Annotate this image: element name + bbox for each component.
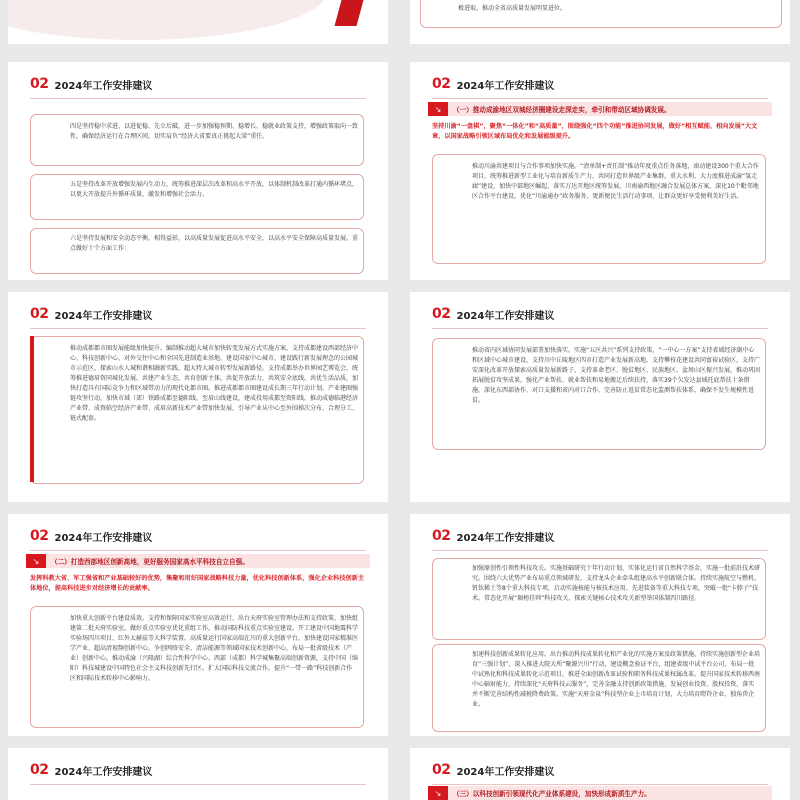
- header-divider: [30, 98, 366, 99]
- chevron-icon: ↘: [26, 554, 46, 568]
- highlight-text: 坚持川渝“一盘棋”，聚焦“一体化”和“高质量”，围绕强化“四个功能”推进协同发展，做好“相互赋能、相向发展”大文章，以国家战略引领区域布局优化和发展能级提升。: [432, 123, 758, 140]
- section-ribbon: [428, 786, 772, 800]
- paragraph: 推动成都都市圈发展能级加快提升。编制推动超大城市加快转变发展方式实施方案，支持成都建设西部经济中心、科技创新中心、对外交往中心和全国先进制造业基地，建设国家中心城市，建设践行新发展理念的公园城市示范区，探索山水人城和谐相融新实践，超大特大城市转型发展新路径。支持成都举办世界园艺博览会，统筹推进德眉资同城化发展，共建产业生态，共育创新主体，共促开放活力，共筑安全底线，共优生活品质，加快打造具有国际竞争力和区域带动力的现代化都市圈。推进成都都市圈建设成长期三年行动计划，产业建圈强链攻坚行动，加快市域（郊）铁路成都至德阳线、至眉山线建设，建成投用成都至资阳线，推动成德临港经济产业带、成资临空经济产业带、成眉高新技术产业带加快发展，引导产业从中心至外围梯次分布、合理分工、链式配套。: [70, 345, 359, 422]
- slide-2: [410, 62, 790, 280]
- slide-7: [8, 748, 388, 800]
- paragraph: 加速科技创新成果转化应用。出台推动科技成果转化和产业化的实施方案及政策措施。持续实施创新型企业培育“三强计划”，深入推进大院大所“聚源兴川”行动，建设概念验证平台，组建省级中试平台公司，布局一批中试熟化和科技成果转化示范项目，推进全面创新改革试验和职务科技成果权属改革。提升国家技术转移西南中心辐射能力，持续深化“天府科技云服务”，完善金融支持创新政策措施，发展创业投资、股权投资，落实并不断完善结构性减税降费政策。实施“天府金泉”科技型企业上市培育计划，大力培育瞪羚企业、独角兽企业。: [472, 651, 761, 708]
- decorative-blob: [8, 0, 328, 40]
- section-ribbon: [26, 554, 370, 568]
- section-ribbon: [428, 102, 772, 116]
- chevron-icon: ↘: [428, 786, 448, 800]
- slide-header: [30, 304, 152, 324]
- section-title: 2024年工作安排建议: [54, 532, 153, 544]
- slide-header: [30, 760, 152, 780]
- section-number: 02: [432, 306, 451, 322]
- header-divider: [432, 328, 768, 329]
- paragraph: 六是坚持发展和安全动态平衡，相得益彰，以高质量发展促进高水平安全，以高水平安全保障高质量发展。重点做好十个方面工作：: [70, 235, 359, 252]
- section-number: 02: [30, 76, 49, 92]
- header-divider: [432, 550, 768, 551]
- slide-5: [8, 514, 388, 736]
- paragraph: 加快重大创新平台建设质效。支持和保障国家实验室高效运行，出台天府实验室管理办法和支持政策，加快组建第二批天府实验室，做好重点实验室优化重组工作，推动国防科技重点实验室建设。开工建设中国地震科学实验场四川项目、红外太赫兹等大科学装置。高质量运行国家高端在川的重大创新平台，加快建设国家精准医学产业、超高清视频创新中心，争创网络安全、清洁能源等领域国家技术创新中心，布局一批省级技术（产业）创新中心。推动成渝（兴隆湖）综合性科学中心、西部（成都）科学城集聚高端创新资源，支持中国（绵阳）科技城建设中国特色社会主义科技创新先行区。扩大国际科技交流合作，提升“一带一路”科技创新合作区和国际技术转移中心影响力。: [70, 615, 359, 682]
- section-title: 2024年工作安排建议: [54, 310, 153, 322]
- section-title: 2024年工作安排建议: [456, 310, 555, 322]
- section-number: 02: [30, 762, 49, 778]
- section-title: 2024年工作安排建议: [54, 80, 153, 92]
- slide-8: [410, 748, 790, 800]
- paragraph: 极进取，推动全省高质量发展明显进位。: [458, 5, 567, 12]
- header-divider: [30, 328, 366, 329]
- ribbon-text: （二）打造西部地区创新高地，更好服务国家高水平科技自立自强。: [51, 558, 249, 566]
- slide-4: [410, 292, 790, 502]
- paragraph: 推动省内区域协同发展部署加快落实。实施“五区共兴”系列支持政策，“一中心一方案”支持省域经济副中心和区域中心城市建设，支持川中丘陵地区四市打造产业发展新高地，支持攀枝花建设共同富裕试验区，支持广安深化改革开放探索高质量发展新路子，支持革命老区、脱贫地区、民族地区、盆周山区振兴发展，推动巩固拓展脱贫攻坚成果，强化产业帮扶、就业帮扶和易地搬迁后续扶持，落实39个欠发达县域托底帮扶十条措施，深化东西部协作、对口支援和省内对口合作，完善防止返贫常态化监测帮扶体系，确保不发生规模性返贫。: [472, 347, 761, 404]
- slide-header: [30, 526, 152, 546]
- header-divider: [432, 784, 768, 785]
- paragraph: 加强原创性引领性科技攻关。实施基础研究十年行动计划，实体化运行省自然科学基金，实施一批前沿技术研究。围绕六大优势产业布局重点领域研发，支持龙头企业牵头组建高水平创新联合体。持续实施航空与燃机、钒钛稀土等8个重大科技专项，启动实施核能与核技术应用、先进装备等重大科技专项，突破一批“卡脖子”技术。常态化开展“揭榜挂帅”科技攻关，探索关键核心技术攻关新型举国体制四川路径。: [472, 565, 761, 602]
- slide-1: [8, 62, 388, 280]
- red-flag-decoration: [335, 0, 364, 26]
- slide-header: [30, 74, 152, 94]
- slide-top-right: [410, 0, 790, 44]
- ribbon-text: （一）推动成渝地区双城经济圈建设走深走实，牵引和带动区域协调发展。: [453, 106, 671, 114]
- slide-6: [410, 514, 790, 736]
- paragraph: 五是坚持改革开放增强发展内生动力，统筹推进深层次改革和高水平开放，以体制机制改革打通内循环堵点，以更大开放提升外循环质量，激发和增强社会活力。: [70, 181, 359, 198]
- accent-bar: [30, 336, 34, 482]
- slide-header: [432, 74, 554, 94]
- slide-header: [432, 526, 554, 546]
- highlight-text: 发挥科教大省、军工强省和产业基础较好的优势，集聚和用好国家战略科技力量，优化科技创新体系，强化企业科技创新主体地位，提高科技进步对经济增长的贡献率。: [30, 575, 365, 592]
- header-divider: [30, 550, 366, 551]
- section-title: 2024年工作安排建议: [456, 532, 555, 544]
- section-number: 02: [30, 528, 49, 544]
- slide-header: [432, 760, 554, 780]
- section-number: 02: [30, 306, 49, 322]
- header-divider: [30, 784, 366, 785]
- section-number: 02: [432, 528, 451, 544]
- section-title: 2024年工作安排建议: [456, 766, 555, 778]
- section-number: 02: [432, 762, 451, 778]
- slide-header: [432, 304, 554, 324]
- chevron-icon: ↘: [428, 102, 448, 116]
- slide-top-left: [8, 0, 388, 44]
- slide-3: [8, 292, 388, 502]
- section-title: 2024年工作安排建议: [54, 766, 153, 778]
- section-number: 02: [432, 76, 451, 92]
- paragraph: 推动川渝共建项目与合作事项加快实施。“清单制+责任制”推动年度重点任务落地，滚动建设300个重大合作项目，统筹推进新型工业化与培育新质生产力，共同打造世界级产业集群。重大水利、大力度推进成渝“氢走廊”建设，加快中部地区崛起，落实万达开地区统筹发展，川南渝西地区融合发展总体方案，深化10个毗邻地区合作平台建设，优化“川渝通办”政务服务，更新便民生活行动事项，让群众更好享受便利美好生活。: [472, 163, 759, 200]
- ribbon-text: （三）以科技创新引领现代化产业体系建设，加快形成新质生产力。: [453, 790, 651, 798]
- header-divider: [432, 98, 768, 99]
- section-title: 2024年工作安排建议: [456, 80, 555, 92]
- paragraph: 四是坚持稳中求进、以进促稳、先立后破，进一步加强稳预期、稳增长、稳就业政策支持，增强政策取向一致性，确保经济运行在合理区间，切实肩负“经济大省要真正挑起大梁”重任。: [70, 123, 359, 140]
